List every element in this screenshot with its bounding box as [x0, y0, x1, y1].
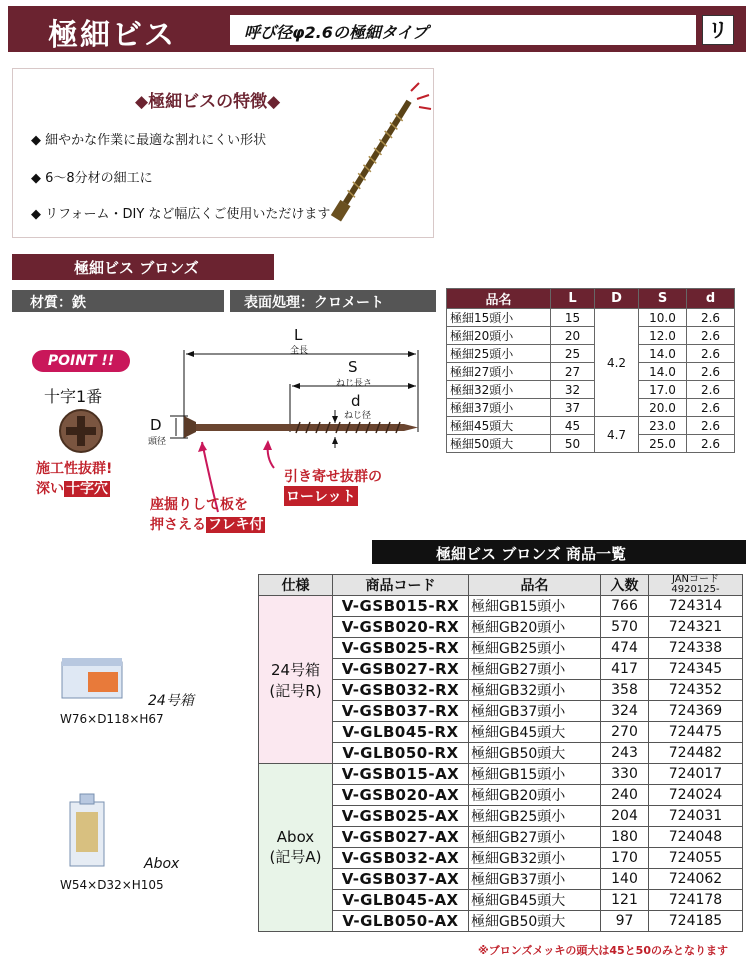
section-title-text: 極細ビス ブロンズ [74, 259, 199, 277]
product-table [258, 574, 743, 932]
product-code: V-GSB027-RX [333, 659, 469, 680]
product-name: 極細GB32頭小 [469, 848, 601, 869]
product-name: 極細GB32頭小 [469, 680, 601, 701]
product-list-title [372, 540, 746, 564]
quantity: 140 [601, 869, 649, 890]
jan-code: 724482 [649, 743, 743, 764]
product-code: V-GLB050-RX [333, 743, 469, 764]
product-code: V-GSB027-AX [333, 827, 469, 848]
jan-code: 724024 [649, 785, 743, 806]
table-row [447, 309, 735, 327]
cell: 10.0 [639, 309, 687, 327]
quantity: 417 [601, 659, 649, 680]
table-row [447, 381, 735, 399]
abox-label: Abox [144, 856, 180, 872]
feature-item: ◆ 6～8分材の細工に [31, 171, 153, 186]
table-row [447, 435, 735, 453]
spec-cell [259, 764, 333, 932]
spec-header: L [551, 289, 595, 309]
abox-dims: W54×D32×H105 [60, 878, 164, 892]
jan-code: 724369 [649, 701, 743, 722]
feature-item: ◆ 細やかな作業に最適な割れにくい形状 [31, 133, 267, 148]
quantity: 474 [601, 638, 649, 659]
spec-header: 品名 [447, 289, 551, 309]
product-name: 極細GB45頭大 [469, 890, 601, 911]
spec-name: 24号箱 [270, 660, 321, 679]
callout-highlight: フレキ付 [208, 517, 264, 533]
cell: 4.2 [595, 309, 639, 417]
dim-D: D [150, 416, 162, 434]
quantity: 324 [601, 701, 649, 722]
product-code: V-GLB045-AX [333, 890, 469, 911]
cell: 20.0 [639, 399, 687, 417]
col-header: 商品コード [333, 575, 469, 596]
cross-label: 十字1番 [44, 387, 103, 406]
box24-label: 24号箱 [148, 693, 194, 709]
jan-code: 724475 [649, 722, 743, 743]
cell: 45 [551, 417, 595, 435]
spec-header: D [595, 289, 639, 309]
quantity: 170 [601, 848, 649, 869]
page-title: 極細ビス [48, 18, 176, 53]
callout-text: 施工性抜群! [36, 461, 113, 477]
cell: 極細45頭大 [447, 417, 551, 435]
product-code: V-GSB025-AX [333, 806, 469, 827]
callout-text: 深い [36, 481, 64, 497]
dim-L-sub: 全長 [290, 346, 309, 356]
box24-dims: W76×D118×H67 [60, 712, 164, 726]
jan-code: 724352 [649, 680, 743, 701]
jan-code: 724314 [649, 596, 743, 617]
callout-text: 座掘りして板を [150, 497, 248, 513]
quantity: 204 [601, 806, 649, 827]
quantity: 243 [601, 743, 649, 764]
jan-code: 724185 [649, 911, 743, 932]
reform-badge: リ [702, 15, 734, 45]
table-row [259, 764, 743, 785]
subtitle: 呼び径φ2.6の極細タイプ [244, 23, 429, 42]
cell: 15 [551, 309, 595, 327]
spec-name: Abox [276, 828, 315, 846]
product-code: V-GSB015-RX [333, 596, 469, 617]
spec-cell [259, 596, 333, 764]
cell: 37 [551, 399, 595, 417]
dim-S-sub: ねじ長さ [336, 379, 373, 389]
jan-code: 724062 [649, 869, 743, 890]
header-bar [8, 6, 746, 52]
finish-text: 表面処理：クロメート [244, 295, 384, 311]
jan-label: JANコード [671, 574, 720, 585]
cell: 2.6 [687, 399, 735, 417]
product-name: 極細GB37頭小 [469, 701, 601, 722]
product-code: V-GLB045-RX [333, 722, 469, 743]
product-list-title-text: 極細ビス ブロンズ 商品一覧 [436, 545, 626, 563]
quantity: 180 [601, 827, 649, 848]
cross-head-icon [58, 408, 104, 454]
subtitle-box [230, 15, 696, 45]
product-name: 極細GB50頭大 [469, 911, 601, 932]
spec-header: S [639, 289, 687, 309]
product-name: 極細GB25頭小 [469, 806, 601, 827]
cell: 2.6 [687, 363, 735, 381]
quantity: 766 [601, 596, 649, 617]
col-header-jan [649, 575, 743, 596]
jan-prefix: 4920125- [671, 584, 720, 595]
jan-code: 724048 [649, 827, 743, 848]
product-code: V-GSB032-AX [333, 848, 469, 869]
col-header: 仕様 [259, 575, 333, 596]
product-name: 極細GB45頭大 [469, 722, 601, 743]
screw-photo [313, 79, 433, 239]
cell: 4.7 [595, 417, 639, 453]
quantity: 570 [601, 617, 649, 638]
quantity: 240 [601, 785, 649, 806]
product-code: V-GSB020-AX [333, 785, 469, 806]
table-row [447, 345, 735, 363]
dim-S: S [348, 358, 358, 376]
box24-image [58, 654, 128, 702]
group-abox [259, 764, 743, 932]
col-header: 品名 [469, 575, 601, 596]
cell: 20 [551, 327, 595, 345]
jan-code: 724017 [649, 764, 743, 785]
dim-D-sub: 頭径 [148, 437, 167, 447]
feature-item: ◆ リフォーム・DIY など幅広くご使用いただけます [31, 207, 331, 222]
product-name: 極細GB37頭小 [469, 869, 601, 890]
cell: 27 [551, 363, 595, 381]
group-24box [259, 596, 743, 764]
table-row [447, 363, 735, 381]
cell: 極細27頭小 [447, 363, 551, 381]
spec-symbol: (記号A) [269, 848, 322, 866]
jan-code: 724345 [649, 659, 743, 680]
product-code: V-GLB050-AX [333, 911, 469, 932]
col-header: 入数 [601, 575, 649, 596]
cell: 50 [551, 435, 595, 453]
cell: 23.0 [639, 417, 687, 435]
cell: 25.0 [639, 435, 687, 453]
quantity: 121 [601, 890, 649, 911]
spec-table [446, 288, 735, 453]
product-name: 極細GB27頭小 [469, 659, 601, 680]
product-code: V-GSB037-RX [333, 701, 469, 722]
footnote: ※ブロンズメッキの頭大は45と50のみとなります [478, 944, 728, 957]
dim-d-sub: ねじ径 [344, 411, 372, 421]
jan-code: 724055 [649, 848, 743, 869]
cell: 25 [551, 345, 595, 363]
abox-image [62, 792, 112, 870]
product-code: V-GSB037-AX [333, 869, 469, 890]
cell: 2.6 [687, 417, 735, 435]
product-name: 極細GB15頭小 [469, 596, 601, 617]
table-row [259, 596, 743, 617]
cell: 2.6 [687, 309, 735, 327]
callout-text: 押さえる [150, 517, 206, 533]
product-name: 極細GB20頭小 [469, 617, 601, 638]
callout-highlight: 十字穴 [66, 481, 108, 497]
quantity: 358 [601, 680, 649, 701]
section-title [12, 254, 274, 280]
product-name: 極細GB50頭大 [469, 743, 601, 764]
finish-label [230, 290, 436, 312]
material-label [12, 290, 224, 312]
jan-code: 724178 [649, 890, 743, 911]
point-badge: POINT !! [32, 350, 130, 372]
jan-code: 724338 [649, 638, 743, 659]
product-name: 極細GB27頭小 [469, 827, 601, 848]
cell: 2.6 [687, 381, 735, 399]
cell: 極細50頭大 [447, 435, 551, 453]
cell: 極細20頭小 [447, 327, 551, 345]
cell: 14.0 [639, 345, 687, 363]
material-text: 材質：鉄 [30, 295, 86, 311]
dim-L: L [294, 326, 303, 344]
product-code: V-GSB025-RX [333, 638, 469, 659]
table-row [447, 327, 735, 345]
cell: 2.6 [687, 327, 735, 345]
product-name: 極細GB20頭小 [469, 785, 601, 806]
cell: 極細25頭小 [447, 345, 551, 363]
table-row [447, 399, 735, 417]
cell: 極細15頭小 [447, 309, 551, 327]
feature-box [12, 68, 434, 238]
spec-header: d [687, 289, 735, 309]
cell: 2.6 [687, 345, 735, 363]
quantity: 97 [601, 911, 649, 932]
cell: 17.0 [639, 381, 687, 399]
quantity: 330 [601, 764, 649, 785]
jan-code: 724031 [649, 806, 743, 827]
cell: 極細32頭小 [447, 381, 551, 399]
cell: 14.0 [639, 363, 687, 381]
table-row [447, 417, 735, 435]
product-code: V-GSB032-RX [333, 680, 469, 701]
cell: 12.0 [639, 327, 687, 345]
callout-text: 引き寄せ抜群の [284, 469, 382, 485]
cell: 2.6 [687, 435, 735, 453]
spec-symbol: (記号R) [269, 681, 322, 700]
cell: 極細37頭小 [447, 399, 551, 417]
product-name: 極細GB25頭小 [469, 638, 601, 659]
product-code: V-GSB015-AX [333, 764, 469, 785]
product-name: 極細GB15頭小 [469, 764, 601, 785]
callout-highlight: ローレット [284, 486, 358, 506]
product-code: V-GSB020-RX [333, 617, 469, 638]
jan-code: 724321 [649, 617, 743, 638]
quantity: 270 [601, 722, 649, 743]
dim-d: d [351, 392, 361, 410]
feature-heading: ◆極細ビスの特徴◆ [135, 92, 281, 112]
cell: 32 [551, 381, 595, 399]
